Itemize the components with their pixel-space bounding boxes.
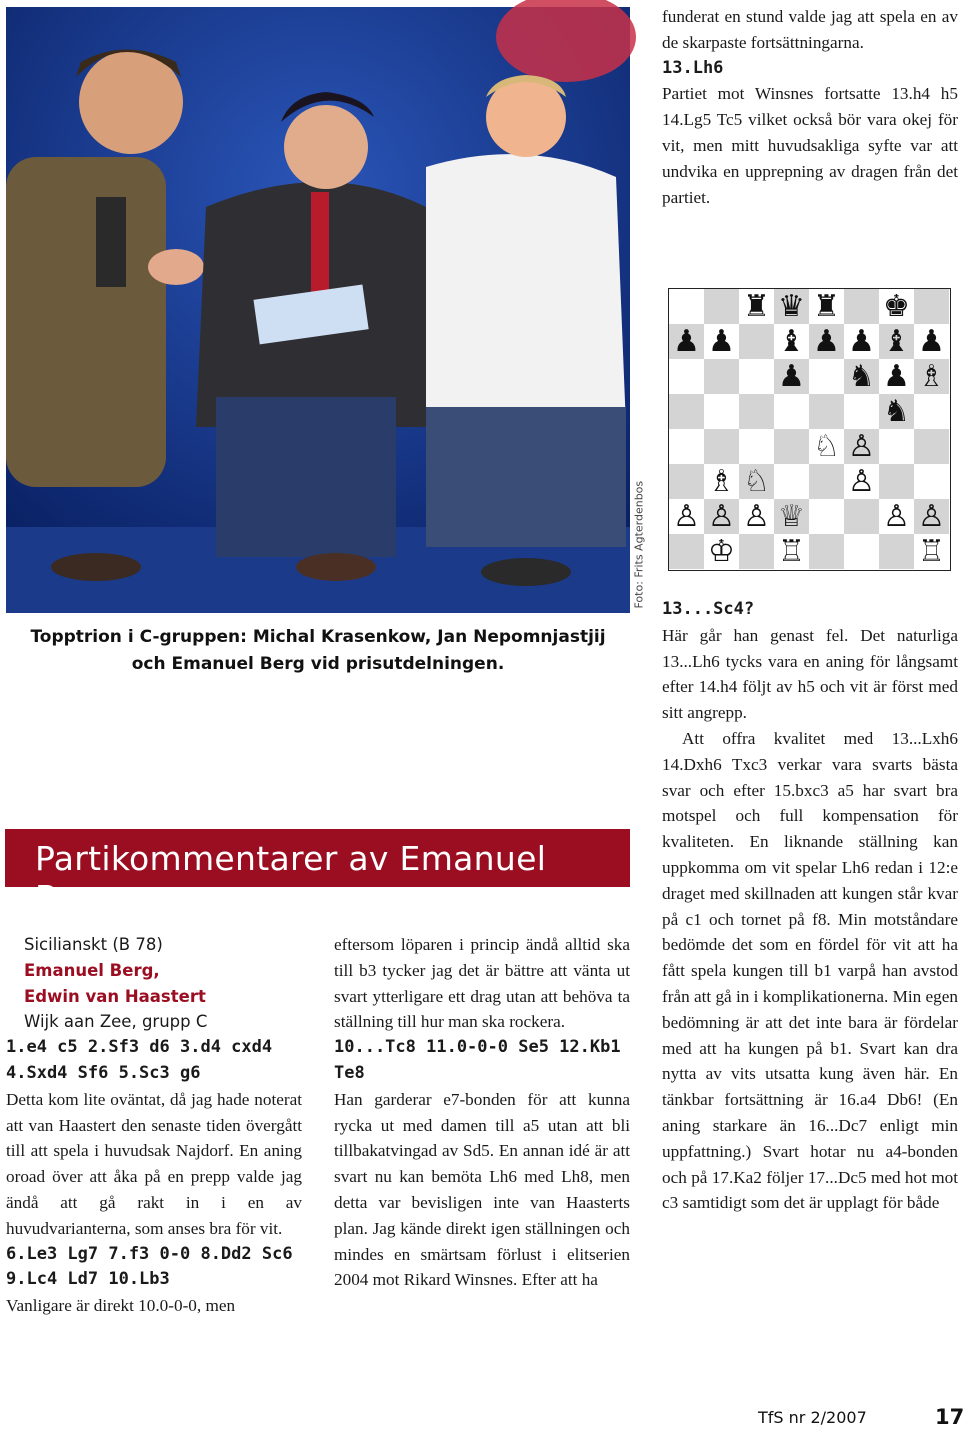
black-rook-icon: ♜ [743,289,770,324]
white-pawn-icon: ♙ [848,464,875,499]
chess-diagram [668,288,951,571]
magazine-issue: TfS nr 2/2007 [758,1408,867,1427]
black-knight-icon: ♞ [883,394,910,429]
banner-title: Partikommentarer av Emanuel Berg [35,839,547,917]
moves-line: 1.e4 c5 2.Sf3 d6 3.d4 cxd4 [6,1037,273,1058]
commentary-paragraph: Partiet mot Winsnes fortsatte 13.h4 h5 14.Lg5 Tc5 vilket också bör vara okej för vit, men mitt huvudsakliga syfte var att undvika en upprepning av dragen från det partiet. [662,84,958,207]
page-number: 17 [935,1405,964,1429]
moves-line: 13.Lh6 [662,57,724,78]
board-square [704,429,739,464]
photo-caption [10,624,626,678]
column-3-bottom [662,597,958,1216]
board-square [844,289,879,324]
opening-name: Sicilianskt (B 78) [24,935,163,954]
board-square [809,394,844,429]
white-pawn-icon: ♙ [708,499,735,534]
board-square [809,534,844,569]
board-square [879,534,914,569]
black-pawn-icon: ♟ [708,324,735,359]
board-square [879,429,914,464]
white-pawn-icon: ♙ [848,429,875,464]
commentary-paragraph: Vanligare är direkt 10.0-0-0, men [6,1296,236,1316]
board-square [739,534,774,569]
black-pawn-icon: ♟ [883,359,910,394]
white-bishop-icon: ♗ [918,359,945,394]
board-square [844,534,879,569]
board-square [739,324,774,359]
white-king-icon: ♔ [708,534,735,569]
column-3-top [662,4,958,210]
event-name: Wijk aan Zee, grupp C [24,1012,208,1032]
board-square [739,359,774,394]
caption-line-2: och Emanuel Berg vid prisutdelningen. [131,654,505,674]
commentary-paragraph: Att offra kvalitet med 13...Lxh6 14.Dxh6 Txc3 verkar vara svarts bästa svar och efter 15.bxc3 a5 har svart bra motspel och full kompensation för kvaliteten. En liknande ställning kan uppkomma om vit spelar Lh6 redan i 12:e draget med skillnaden att kungen står kvar på c1 och tornet på f8. Min motståndare bedömde det som en fördel för vit att ha fått spela kungen till b1 varpå han avstod från att gå in i komplikationerna. Min egen bedömning är att det inte bara är fördelar med att ha kungen på b1. Svart kan dra nytta av vits utsatta kung även här. En tänkbar fortsättning är 16.a4 Db6! (En aning starkare än 16...Dc7 enligt min uppfattning.) Svart hotar nu a4-bonden och på 17.Ka2 följer 17...Dc5 med hot mot c3 samtidigt som det är upplagt för både [662,728,958,1213]
black-rook-icon: ♜ [813,289,840,324]
commentary-paragraph: Detta kom lite oväntat, då jag hade noterat att van Haastert den senaste tiden övergått till att spela i huvudsak Najdorf. En aning oroad över att åka på en prepp valde jag ändå att gå rakt in i en av huvudvarianterna, som anses bra för vit. [6,1089,302,1238]
moves-line: 4.Sxd4 Sf6 5.Sc3 g6 [6,1062,201,1083]
white-pawn-icon: ♙ [743,499,770,534]
column-2 [334,932,630,1293]
white-queen-icon: ♕ [778,499,805,534]
white-knight-icon: ♘ [813,429,840,464]
photo-credit: Foto: Frits Agterdenbos [632,480,646,609]
board-square [669,394,704,429]
white-player: Emanuel Berg, [24,960,160,980]
board-square [669,289,704,324]
commentary-paragraph: Här går han genast fel. Det naturliga 13...Lh6 tycks vara en aning för långsamt efter 14.h4 följt av h5 och vit är först med sitt angrepp. [662,625,958,723]
board-square [739,429,774,464]
board-square [809,499,844,534]
board-square [739,394,774,429]
black-queen-icon: ♛ [778,289,805,324]
board-square [774,429,809,464]
board-square [914,429,949,464]
white-rook-icon: ♖ [918,534,945,569]
black-bishop-icon: ♝ [883,324,910,359]
moves-line: 13...Sc4? [662,599,755,619]
prize-ceremony-photo [6,7,630,613]
caption-line-1: Topptrion i C-gruppen: Michal Krasenkow, Jan Nepomnjastjij [30,627,606,647]
board-square [669,359,704,394]
commentary-paragraph: eftersom löparen i princip ändå alltid ska till b3 tycker jag det är bättre att vänta ut svart ytterligare ett drag utan att behöva ta ställning till hur man ska rockera. [334,935,630,1032]
column-1 [6,932,302,1319]
black-pawn-icon: ♟ [778,359,805,394]
white-rook-icon: ♖ [778,534,805,569]
board-square [774,464,809,499]
board-square [669,534,704,569]
board-square [809,359,844,394]
board-square [704,359,739,394]
board-square [914,289,949,324]
white-pawn-icon: ♙ [918,499,945,534]
moves-line: 6.Le3 Lg7 7.f3 0-0 8.Dd2 Sc6 [6,1243,293,1264]
board-square [809,464,844,499]
white-knight-icon: ♘ [743,464,770,499]
black-pawn-icon: ♟ [918,324,945,359]
black-pawn-icon: ♟ [813,324,840,359]
board-square [844,499,879,534]
board-square [704,394,739,429]
board-square [669,429,704,464]
black-king-icon: ♚ [883,289,910,324]
black-knight-icon: ♞ [848,359,875,394]
commentary-paragraph: funderat en stund valde jag att spela en av de skarpaste fortsättningarna. [662,7,958,52]
black-pawn-icon: ♟ [848,324,875,359]
board-square [914,394,949,429]
section-banner [5,829,630,917]
moves-line: 9.Lc4 Ld7 10.Lb3 [6,1269,170,1290]
white-pawn-icon: ♙ [883,499,910,534]
board-square [914,464,949,499]
moves-line: 10...Tc8 11.0-0-0 Se5 12.Kb1 [334,1037,621,1058]
white-bishop-icon: ♗ [708,464,735,499]
board-square [844,394,879,429]
board-square [774,394,809,429]
board-square [669,464,704,499]
black-pawn-icon: ♟ [673,324,700,359]
board-square [879,464,914,499]
black-player: Edwin van Haastert [24,986,206,1006]
white-pawn-icon: ♙ [673,499,700,534]
commentary-paragraph: Han garderar e7-bonden för att kunna rycka ut med damen till a5 utan att bli tillbakatvingad av Sd5. En annan idé är att svart nu kan bemöta Lh6 med Lh8, men detta var bevisligen inte van Haasterts plan. Jag kände direkt igen ställningen och mindes en smärtsam förlust i elitserien 2004 mot Rikard Winsnes. Efter att ha [334,1089,630,1290]
black-bishop-icon: ♝ [778,324,805,359]
board-square [704,289,739,324]
moves-line: Te8 [334,1062,365,1083]
